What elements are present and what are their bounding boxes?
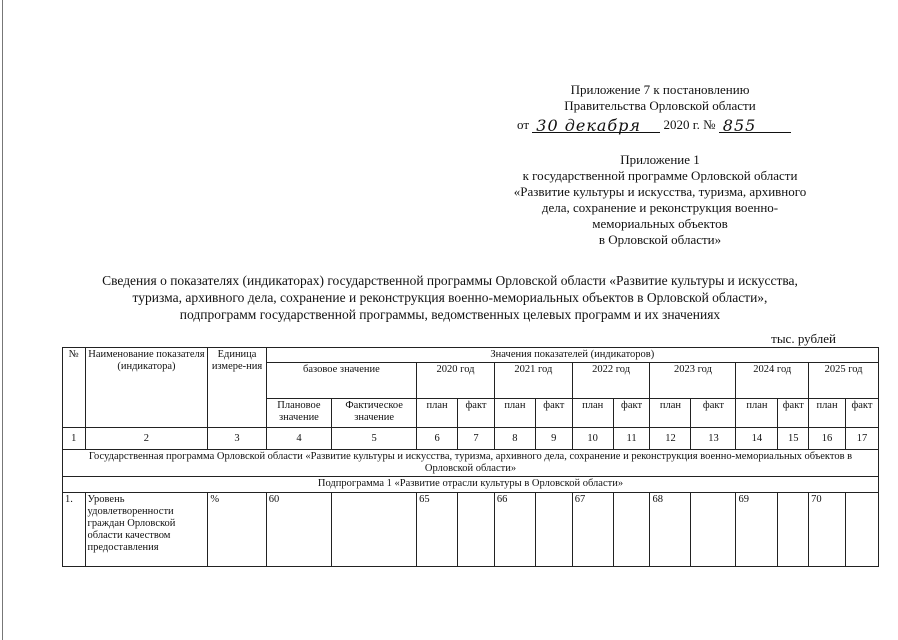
col-number-9: 9	[535, 428, 572, 450]
header-fact: факт	[535, 399, 572, 428]
indicators-table	[62, 347, 879, 567]
number-field	[719, 118, 791, 133]
subprogram-row: Подпрограмма 1 «Развитие отрасли культуры в Орловской области»	[63, 477, 879, 493]
col-number-10: 10	[572, 428, 613, 450]
appendix-line-6: в Орловской области»	[598, 232, 722, 247]
row-plan-2024: 69	[736, 493, 778, 567]
header-year-2020: 2020 год	[417, 363, 495, 399]
approval-block	[460, 82, 860, 114]
col-number-11: 11	[613, 428, 650, 450]
title-line-3: подпрограмм государственной программы, ведомственных целевых программ и их значениях	[179, 307, 721, 322]
row-unit: %	[208, 493, 266, 567]
header-year-2022: 2022 год	[572, 363, 650, 399]
appendix-block	[460, 152, 860, 248]
header-values: Значения показателей (индикаторов)	[266, 348, 878, 363]
from-label: от	[517, 117, 530, 132]
row-plan-2020: 65	[417, 493, 458, 567]
title-line-1: Сведения о показателях (индикаторах) государственной программы Орловской области «Развитие культуры и искусства,	[102, 273, 798, 288]
header-fact-value: Фактическое значение	[332, 399, 417, 428]
table-row	[63, 493, 879, 567]
col-number-5: 5	[332, 428, 417, 450]
handwritten-date: 30 декабря	[536, 116, 642, 135]
appendix-line-5: мемориальных объектов	[592, 216, 728, 231]
header-plan: план	[494, 399, 535, 428]
header-plan: план	[417, 399, 458, 428]
header-plan: план	[736, 399, 778, 428]
header-fact: факт	[458, 399, 495, 428]
unit-note: тыс. рублей	[771, 331, 836, 346]
col-number-13: 13	[691, 428, 736, 450]
row-fact-2020	[458, 493, 495, 567]
row-fact-2024	[778, 493, 809, 567]
col-number-17: 17	[845, 428, 878, 450]
header-plan: план	[809, 399, 846, 428]
col-number-6: 6	[417, 428, 458, 450]
row-plan-2023: 68	[650, 493, 691, 567]
appendix-line-2: к государственной программе Орловской области	[522, 168, 798, 183]
row-no: 1.	[63, 493, 86, 567]
col-number-2: 2	[85, 428, 208, 450]
header-year-2023: 2023 год	[650, 363, 736, 399]
header-base: базовое значение	[266, 363, 416, 399]
title-line-2: туризма, архивного дела, сохранение и реконструкция военно-мемориальных объектов в Орловской области»,	[132, 290, 768, 305]
handwritten-number: 855	[722, 116, 757, 135]
col-number-1: 1	[63, 428, 86, 450]
col-number-4: 4	[266, 428, 332, 450]
row-plan-2022: 67	[572, 493, 613, 567]
header-name: Наименование показателя (индикатора)	[85, 348, 208, 428]
approval-line-2: Правительства Орловской области	[564, 98, 756, 113]
header-fact: факт	[613, 399, 650, 428]
approval-line-1: Приложение 7 к постановлению	[570, 82, 750, 97]
appendix-line-1: Приложение 1	[620, 152, 700, 167]
row-plan-2021: 66	[494, 493, 535, 567]
header-year-2021: 2021 год	[494, 363, 572, 399]
row-base-fact	[332, 493, 417, 567]
header-year-2025: 2025 год	[809, 363, 879, 399]
col-number-3: 3	[208, 428, 266, 450]
header-fact: факт	[691, 399, 736, 428]
col-number-15: 15	[778, 428, 809, 450]
appendix-line-4: дела, сохранение и реконструкция военно-	[541, 200, 779, 215]
document-title	[40, 272, 860, 323]
col-number-8: 8	[494, 428, 535, 450]
header-year-2024: 2024 год	[736, 363, 809, 399]
date-field	[532, 118, 660, 133]
col-number-16: 16	[809, 428, 846, 450]
col-number-12: 12	[650, 428, 691, 450]
col-number-7: 7	[458, 428, 495, 450]
header-fact: факт	[845, 399, 878, 428]
row-plan-2025: 70	[809, 493, 846, 567]
header-unit: Единица измере-ния	[208, 348, 266, 428]
row-fact-2021	[535, 493, 572, 567]
page-edge-line	[2, 0, 3, 640]
row-fact-2025	[845, 493, 878, 567]
decree-date-line	[517, 117, 791, 133]
header-fact: факт	[778, 399, 809, 428]
program-row: Государственная программа Орловской области «Развитие культуры и искусства, туризма, архивного дела, сохранение и реконструкция военно-мемориальных объектов в Орловской области»	[63, 450, 879, 477]
row-fact-2022	[613, 493, 650, 567]
row-name: Уровень удовлетворенности граждан Орловской области качеством предоставления	[85, 493, 208, 567]
row-fact-2023	[691, 493, 736, 567]
header-plan: план	[650, 399, 691, 428]
appendix-line-3: «Развитие культуры и искусства, туризма, архивного	[513, 184, 807, 199]
header-no: №	[63, 348, 86, 428]
year-label: 2020 г. №	[663, 117, 716, 132]
col-number-14: 14	[736, 428, 778, 450]
header-plan-value: Плановое значение	[266, 399, 332, 428]
row-base-plan: 60	[266, 493, 332, 567]
header-plan: план	[572, 399, 613, 428]
